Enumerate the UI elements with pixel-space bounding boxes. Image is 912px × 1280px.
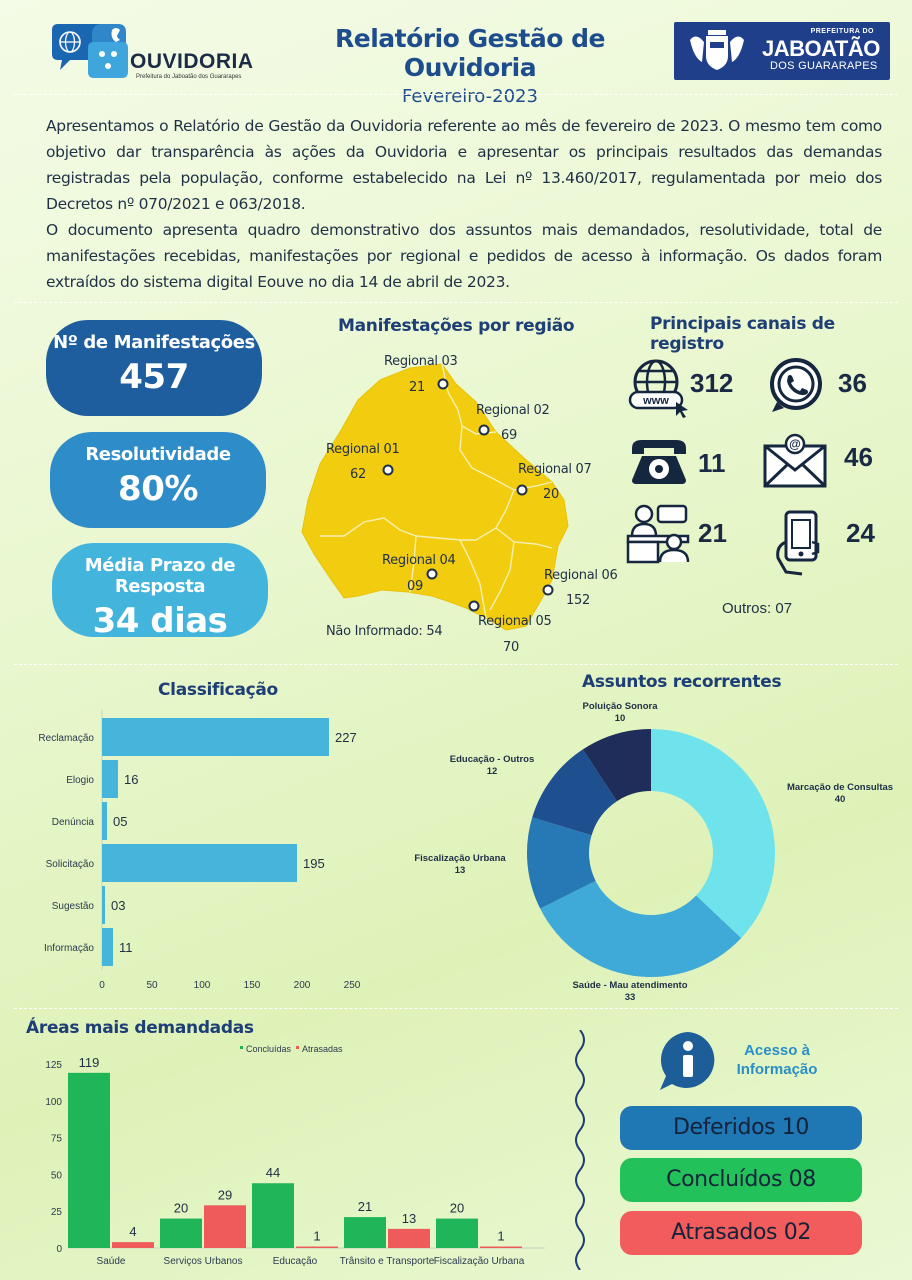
- bar-value-label: 195: [303, 856, 325, 871]
- access-atrasados: Atrasados 02: [620, 1211, 862, 1255]
- x-tick-label: 250: [343, 980, 361, 991]
- bar: [388, 1229, 430, 1248]
- channel-email-value: 46: [844, 442, 873, 472]
- bar-value-label: 21: [357, 1199, 373, 1215]
- access-concluidos: Concluídos 08: [620, 1158, 862, 1202]
- areas-title: Áreas mais demandadas: [26, 1018, 254, 1038]
- region-marker: [518, 486, 527, 495]
- bar-value-label: 20: [449, 1200, 465, 1216]
- channel-in-person-value: 21: [698, 518, 727, 548]
- legend-swatch: [240, 1046, 243, 1049]
- brand-subtitle: Prefeitura do Jaboatão dos Guararapes: [136, 74, 242, 80]
- slice-label: Fiscalização Urbana: [414, 853, 506, 864]
- kpi-manifestacoes: [46, 320, 262, 416]
- channel-web-value: 312: [690, 368, 734, 398]
- divider: [14, 302, 898, 303]
- kpi-label: Resolutividade: [85, 444, 231, 465]
- bar-value-label: 03: [111, 898, 126, 913]
- y-tick-label: 0: [56, 1244, 62, 1255]
- bar-value-label: 4: [129, 1224, 137, 1240]
- x-tick-label: 0: [99, 980, 105, 991]
- donut-slice: [651, 729, 775, 938]
- region-value-04: 09: [407, 579, 423, 594]
- divider: [14, 664, 898, 665]
- region-value-07: 20: [543, 487, 559, 502]
- y-tick-label: 75: [50, 1133, 62, 1145]
- bar: [344, 1217, 386, 1248]
- city-prefix: PREFEITURA DO: [810, 28, 874, 35]
- x-tick-label: 50: [146, 980, 158, 991]
- access-title: [728, 1041, 826, 1079]
- region-value-03: 21: [409, 380, 425, 395]
- region-label-04: Regional 04: [382, 553, 456, 568]
- svg-text:@: @: [789, 437, 801, 451]
- slice-value: 13: [454, 865, 466, 876]
- bar-value-label: 11: [119, 940, 133, 955]
- category-label: Educação: [272, 1256, 318, 1267]
- category-label: Trânsito e Transporte: [339, 1256, 435, 1267]
- x-tick-label: 100: [193, 980, 211, 991]
- bar: [160, 1219, 202, 1248]
- region-label-01: Regional 01: [326, 442, 400, 457]
- region-marker: [439, 380, 448, 389]
- divider: [14, 94, 898, 95]
- page-subtitle: Fevereiro-2023: [402, 86, 538, 107]
- region-marker: [384, 466, 393, 475]
- slice-value: 40: [834, 794, 846, 805]
- category-label: Saúde: [96, 1256, 126, 1267]
- bar: [112, 1242, 154, 1248]
- region-marker: [480, 426, 489, 435]
- web-icon: [626, 356, 694, 418]
- channel-app-value: 24: [846, 518, 875, 548]
- city-crest-icon: [684, 28, 750, 74]
- category-label: Denúncia: [51, 817, 94, 828]
- slice-value: 33: [624, 992, 636, 1003]
- kpi-label: Nº de Manifestações: [53, 332, 255, 353]
- bar-value-label: 29: [217, 1187, 233, 1203]
- region-value-06: 152: [566, 593, 590, 608]
- access-title-line: Acesso à: [744, 1042, 810, 1059]
- info-icon: [656, 1030, 722, 1092]
- map-title: Manifestações por região: [338, 316, 575, 336]
- classificacao-chart: [0, 706, 380, 996]
- y-tick-label: 50: [50, 1170, 62, 1182]
- assuntos-chart: [390, 690, 910, 1010]
- bar: [68, 1073, 110, 1248]
- slice-value: 12: [486, 766, 498, 777]
- legend-label: Atrasadas: [302, 1044, 343, 1054]
- kpi-label: Média Prazo de Resposta: [84, 555, 236, 597]
- x-tick-label: 200: [293, 980, 311, 991]
- bar-value-label: 1: [313, 1228, 321, 1244]
- y-tick-label: 100: [45, 1096, 62, 1108]
- y-tick-label: 125: [45, 1060, 62, 1071]
- bar: [102, 718, 329, 756]
- region-marker: [470, 602, 479, 611]
- channel-whatsapp-value: 36: [838, 368, 867, 398]
- not-informed: Não Informado: 54: [326, 624, 443, 639]
- areas-chart: [0, 1040, 560, 1276]
- ouvidoria-logo: [48, 20, 258, 82]
- in-person-icon: [626, 502, 692, 564]
- category-label: Fiscalização Urbana: [433, 1256, 525, 1267]
- brand-name: OUVIDORIA: [130, 50, 254, 73]
- region-label-05: Regional 05: [478, 614, 552, 629]
- bar: [204, 1205, 246, 1248]
- region-label-03: Regional 03: [384, 354, 458, 369]
- region-label-02: Regional 02: [476, 403, 550, 418]
- region-label-07: Regional 07: [518, 462, 592, 477]
- mobile-app-icon: [772, 508, 822, 576]
- legend-swatch: [296, 1046, 299, 1049]
- channel-phone-value: 11: [698, 448, 726, 478]
- region-value-01: 62: [350, 467, 366, 482]
- bar-value-label: 119: [78, 1054, 100, 1070]
- access-title-line: Informação: [736, 1061, 818, 1078]
- chat-bubbles-icon: [48, 20, 128, 82]
- category-label: Reclamação: [38, 733, 94, 744]
- city-suffix: DOS GUARARAPES: [770, 60, 878, 72]
- bar-value-label: 1: [497, 1228, 505, 1244]
- category-label: Serviços Urbanos: [163, 1256, 243, 1267]
- city-logo: [674, 22, 890, 80]
- kpi-value: 34 dias: [92, 601, 228, 641]
- slice-label: Saúde - Mau atendimento: [572, 980, 688, 991]
- access-deferidos: Deferidos 10: [620, 1106, 862, 1150]
- classificacao-title: Classificação: [158, 680, 278, 700]
- svg-text:www: www: [643, 395, 669, 407]
- x-tick-label: 150: [243, 980, 261, 991]
- region-value-05: 70: [503, 640, 519, 655]
- region-label-06: Regional 06: [544, 568, 618, 583]
- category-label: Solicitação: [45, 859, 94, 870]
- region-marker: [544, 586, 553, 595]
- bar-value-label: 20: [173, 1200, 189, 1216]
- kpi-value: 457: [119, 357, 189, 397]
- bar: [102, 928, 113, 966]
- channel-others: Outros: 07: [722, 600, 793, 617]
- kpi-prazo: [52, 543, 268, 641]
- assuntos-title: Assuntos recorrentes: [582, 672, 782, 692]
- bar-value-label: 05: [113, 814, 128, 829]
- intro-text: [46, 113, 882, 295]
- category-label: Elogio: [66, 775, 94, 786]
- city-name: JABOATÃO: [762, 36, 880, 61]
- y-tick-label: 25: [50, 1207, 62, 1219]
- bar: [102, 802, 107, 840]
- bar-value-label: 227: [335, 730, 357, 745]
- wavy-divider: [570, 1030, 590, 1270]
- bar: [436, 1219, 478, 1248]
- slice-label: Educação - Outros: [449, 754, 535, 765]
- divider: [14, 1008, 898, 1009]
- bar: [252, 1183, 294, 1248]
- bar-value-label: 16: [124, 772, 139, 787]
- channels-title: Principais canais de registro: [650, 314, 835, 354]
- kpi-resolutividade: [50, 432, 266, 528]
- category-label: Sugestão: [51, 901, 94, 912]
- bar: [480, 1247, 522, 1249]
- slice-value: 10: [614, 713, 626, 724]
- region-value-02: 69: [501, 428, 517, 443]
- bar: [102, 760, 118, 798]
- bar-value-label: 44: [265, 1165, 281, 1181]
- intro-paragraph: Apresentamos o Relatório de Gestão da Ouvidoria referente ao mês de fevereiro de 2023. O mesmo tem como objetivo dar transparência às ações da Ouvidoria e apresentar os principais resultados das demandas registradas pela população, conforme estabelecido na Lei nº 13.460/2017, regulamentada por meio dos Decretos nº 070/2021 e 063/2018.: [46, 117, 882, 213]
- legend-label: Concluídas: [246, 1044, 292, 1054]
- bar: [102, 886, 105, 924]
- bar-value-label: 13: [401, 1210, 417, 1226]
- category-label: Informação: [43, 943, 94, 954]
- email-icon: [762, 432, 828, 490]
- page-title: Relatório Gestão de Ouvidoria: [335, 24, 605, 82]
- regions-map: [300, 340, 580, 640]
- kpi-value: 80%: [118, 469, 198, 509]
- bar: [102, 844, 297, 882]
- whatsapp-icon: [764, 356, 826, 414]
- telephone-icon: [628, 436, 690, 486]
- region-marker: [428, 570, 437, 579]
- bar: [296, 1247, 338, 1249]
- slice-label: Marcação de Consultas: [786, 782, 894, 793]
- intro-paragraph: O documento apresenta quadro demonstrativo dos assuntos mais demandados, resolutividade, total de manifestações recebidas, manifestações por regional e pedidos de acesso à informação. Os dados foram extraídos do sistema digital Eouve no dia 14 de abril de 2023.: [46, 221, 882, 291]
- slice-label: Poluição Sonora: [582, 701, 658, 712]
